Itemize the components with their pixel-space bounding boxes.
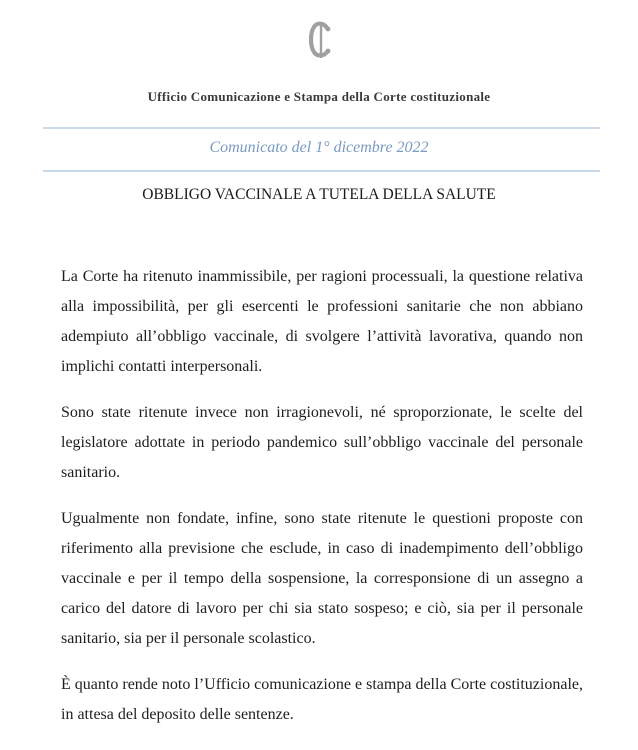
release-date: Comunicato del 1° dicembre 2022 bbox=[209, 139, 429, 156]
top-divider bbox=[43, 127, 600, 129]
release-title: OBBLIGO VACCINALE A TUTELA DELLA SALUTE bbox=[142, 186, 496, 203]
corte-costituzionale-logo-icon bbox=[300, 18, 340, 62]
release-body bbox=[61, 262, 583, 746]
bottom-divider bbox=[43, 170, 600, 172]
monogram-icon bbox=[300, 18, 340, 62]
paragraph: Sono state ritenute invece non irragionevoli, né sproporzionate, le scelte del legislatore adottate in periodo pandemico sull’obbligo vaccinale del personale sanitario. bbox=[61, 404, 583, 481]
paragraph: Ugualmente non fondate, infine, sono state ritenute le questioni proposte con riferimento alla previsione che esclude, in caso di inadempimento dell’obbligo vaccinale e per il tempo della sospensione, la corresponsione di un assegno a carico del datore di lavoro per chi sia stato sospeso; e ciò, sia per il personale sanitario, sia per il personale scolastico. bbox=[61, 510, 583, 647]
paragraph: È quanto rende noto l’Ufficio comunicazione e stampa della Corte costituzionale, in attesa del deposito delle sentenze. bbox=[61, 676, 583, 723]
paragraph: La Corte ha ritenuto inammissibile, per ragioni processuali, la questione relativa alla impossibilità, per gli esercenti le professioni sanitarie che non abbiano adempiuto all’obbligo vaccinale, di svolgere l’attività lavorativa, quando non implichi contatti interpersonali. bbox=[61, 268, 583, 375]
office-name: Ufficio Comunicazione e Stampa della Corte costituzionale bbox=[147, 89, 491, 104]
